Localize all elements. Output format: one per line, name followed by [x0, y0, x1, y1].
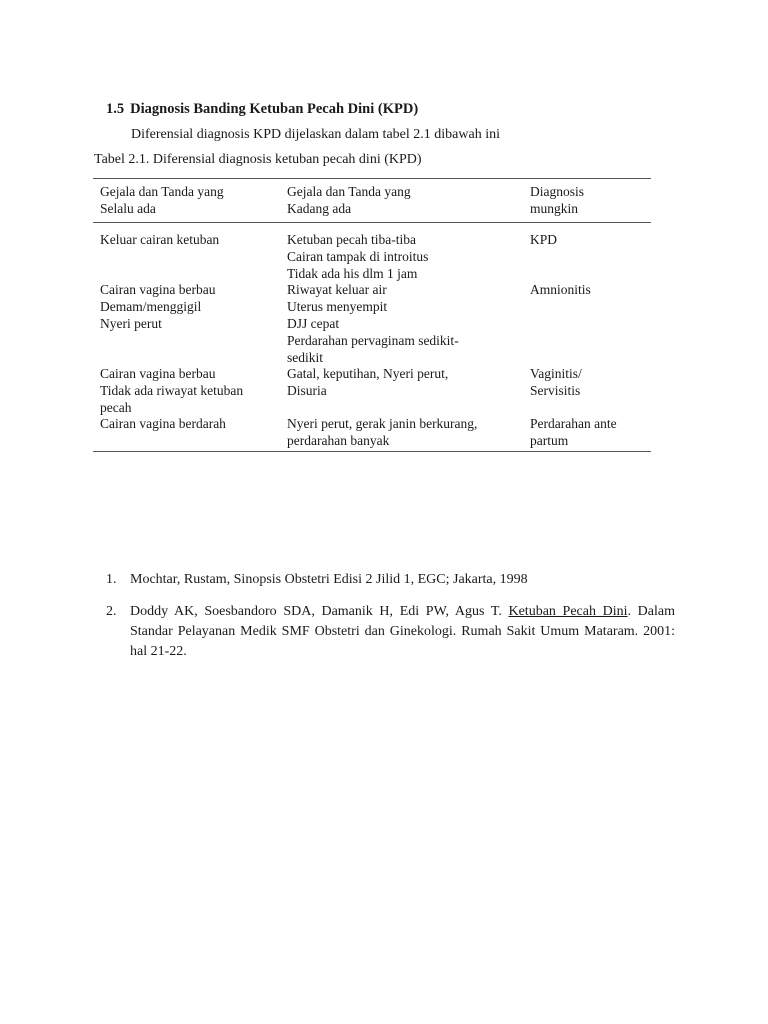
table-cell-diagnosis: Vaginitis/ Servisitis [530, 366, 582, 398]
reference-text-before: Doddy AK, Soesbandoro SDA, Damanik H, Edi PW, Agus T. [130, 604, 509, 619]
intro-paragraph: Diferensial diagnosis KPD dijelaskan dalam tabel 2.1 dibawah ini [131, 127, 500, 142]
header-always-present: Gejala dan Tanda yang Selalu ada [100, 184, 224, 216]
table-cell-sometimes: Ketuban pecah tiba-tiba Cairan tampak di introitus Tidak ada his dlm 1 jam [287, 232, 429, 281]
reference-text: Mochtar, Rustam, Sinopsis Obstetri Edisi 2 Jilid 1, EGC; Jakarta, 1998 [130, 572, 528, 587]
table-body [93, 223, 651, 451]
table-cell-always: Cairan vagina berbau Demam/menggigil Nyeri perut [100, 282, 216, 331]
reference-item [106, 570, 675, 590]
section-title: Diagnosis Banding Ketuban Pecah Dini (KPD) [130, 101, 419, 117]
table-cell-sometimes: Nyeri perut, gerak janin berkurang, perdarahan banyak [287, 416, 478, 448]
table-cell-sometimes: Riwayat keluar air Uterus menyempit DJJ cepat Perdarahan pervaginam sedikit- sedikit [287, 282, 459, 365]
header-sometimes-present: Gejala dan Tanda yang Kadang ada [287, 184, 411, 216]
table-cell-always: Keluar cairan ketuban [100, 232, 220, 247]
table-cell-diagnosis: Perdarahan ante partum [530, 416, 617, 448]
table-cell-diagnosis: KPD [530, 232, 558, 247]
section-number: 1.5 [106, 101, 125, 117]
section-heading [106, 101, 418, 118]
reference-number: 2. [106, 604, 117, 619]
header-possible-diagnosis: Diagnosis mungkin [530, 184, 584, 216]
reference-item [106, 602, 675, 662]
reference-number: 1. [106, 572, 117, 587]
table-cell-always: Cairan vagina berdarah [100, 416, 226, 431]
differential-diagnosis-table [93, 178, 651, 452]
reference-text-after: . Dalam Standar Pelayanan Medik SMF Obstetri dan Ginekologi. Rumah Sakit Umum Mataram. 2001: hal 21-22. [130, 604, 675, 659]
table-header-row [93, 179, 651, 223]
table-caption: Tabel 2.1. Diferensial diagnosis ketuban pecah dini (KPD) [94, 152, 422, 167]
reference-list [106, 570, 675, 674]
table-cell-diagnosis: Amnionitis [530, 282, 591, 297]
table-cell-sometimes: Gatal, keputihan, Nyeri perut, Disuria [287, 366, 449, 398]
table-cell-always: Cairan vagina berbau Tidak ada riwayat ketuban pecah [100, 366, 244, 415]
reference-underlined-title: Ketuban Pecah Dini [508, 604, 628, 619]
